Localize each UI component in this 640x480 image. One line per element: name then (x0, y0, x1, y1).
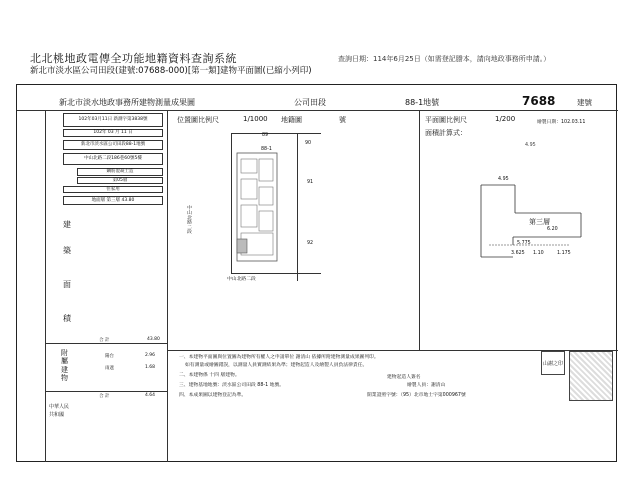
note-line: 三、建物基地地號：淡水區公司田段 88-1 地號。 (179, 383, 285, 388)
building-survey-sheet (16, 84, 617, 462)
query-info: 查詢日期：114年6月25日（如需登記謄本，請向地政事務所申請。） (338, 55, 551, 63)
aux-total-value: 4.64 (145, 393, 156, 398)
survey-date: 繪製日期：102.03.11 (537, 120, 586, 125)
map-line (231, 133, 321, 134)
plan-dim: 6.20 (547, 227, 558, 232)
table-row: 住家用 (63, 186, 163, 193)
area-label-char: 建 (63, 220, 71, 229)
area-calc-formula (525, 143, 615, 149)
road-label: 中山北路二段 (227, 277, 256, 282)
calc-line: 4.95 (525, 143, 536, 148)
area-label-char: 築 (63, 246, 71, 255)
plan-dim: 1.175 (557, 251, 571, 256)
document-subtitle: 新北市淡水區公司田段(建號:07688-000)[第一類]建物平面圖(已縮小列印) (30, 66, 312, 76)
aux-row-name: 雨遮 (105, 366, 114, 371)
building-number-label: 建號 (577, 98, 592, 107)
area-label-char: 積 (63, 314, 71, 323)
divider (45, 343, 167, 344)
plan-dim: 1.10 (533, 251, 544, 256)
system-title: 北北桃地政電傳全功能地籍資料查詢系統 (30, 52, 237, 65)
cadastral-label: 地籍圖 (281, 116, 302, 124)
map-line (231, 273, 321, 274)
note-line: 四、本成果圖以建物登記為準。 (179, 393, 247, 398)
sheet-lot: 88-1地號 (405, 98, 440, 107)
note-line: 一、本建物平面圖與位置圖為建物所有權人之申請單位 謝清山 依據所附建物測量成果圖列印。 (179, 355, 379, 360)
side-label: 共和國 (49, 412, 65, 418)
divider (45, 391, 167, 392)
plan-dim: 3.625 (511, 251, 525, 256)
plan-scale: 1/200 (495, 115, 516, 123)
map-lot-number: 92 (307, 241, 314, 246)
building-footprint (229, 149, 299, 273)
plan-dim-top: 4.95 (498, 177, 509, 182)
divider (17, 110, 618, 111)
total-value: 43.80 (147, 337, 160, 342)
floor-label: 第三層 (529, 218, 550, 226)
table-row: 102年 03 月 11 日 (63, 129, 163, 137)
table-row: 第05層 (77, 177, 163, 184)
side-label: 中華人民 (49, 404, 70, 410)
report-header (0, 0, 640, 80)
aux-row-name: 陽台 (105, 354, 114, 359)
table-row: 鋼筋混凝土造 (77, 168, 163, 176)
location-scale-label: 位置圖比例尺 (177, 116, 219, 124)
table-row: 地面層 第三層 43.80 (63, 196, 163, 205)
area-calc-label: 面積計算式： (425, 129, 467, 137)
map-lot-number: 90 (305, 141, 312, 146)
owner-signature-label: 建物起造人簽名 (387, 375, 421, 380)
table-row: 中山北路二段186巷60號5樓 (63, 153, 163, 165)
official-stamp-large (569, 351, 613, 401)
plan-dim: 5.775 (517, 241, 531, 246)
area-label-char: 面 (63, 280, 71, 289)
aux-building-label: 附屬建物 (61, 349, 68, 383)
aux-total-label: 合 計 (99, 394, 110, 399)
map-lot-number: 88-1 (261, 147, 272, 152)
sheet-section: 公司田段 (294, 98, 326, 107)
certificate-label: 開業證照字號：（95）北市地士字第000967號 (367, 393, 466, 398)
divider (419, 110, 420, 350)
location-scale: 1/1000 (243, 115, 268, 123)
surveyor-label: 繪製人員：謝清山 (407, 383, 446, 388)
map-lot-number: 91 (307, 180, 314, 185)
table-row: 102年03月11日 新測字第3838號 (63, 113, 163, 127)
lot-label: 號 (339, 116, 346, 124)
road-label-vertical: 中山北路二段 (186, 205, 191, 234)
sheet-title: 新北市淡水地政事務所建物測量成果圖 (59, 98, 195, 107)
table-row: 新北市淡水區公司田段88-1地號 (63, 140, 163, 150)
aux-row-value: 1.68 (145, 365, 156, 370)
note-line: 二、本建物係 十四 層建物。 (179, 373, 240, 378)
official-seal: 山謝之印 (541, 351, 565, 375)
note-line: 如有測量或繪圖錯誤，以測量人員實測結果為準；建物起造人及繪製人員負法律責任。 (185, 363, 368, 368)
divider (45, 110, 46, 462)
plan-scale-label: 平面圖比例尺 (425, 116, 467, 124)
building-number: 7688 (522, 94, 556, 108)
aux-row-value: 2.96 (145, 353, 156, 358)
total-label: 合 計 (99, 338, 110, 343)
map-lot-number: 89 (262, 133, 269, 138)
divider (167, 110, 168, 462)
